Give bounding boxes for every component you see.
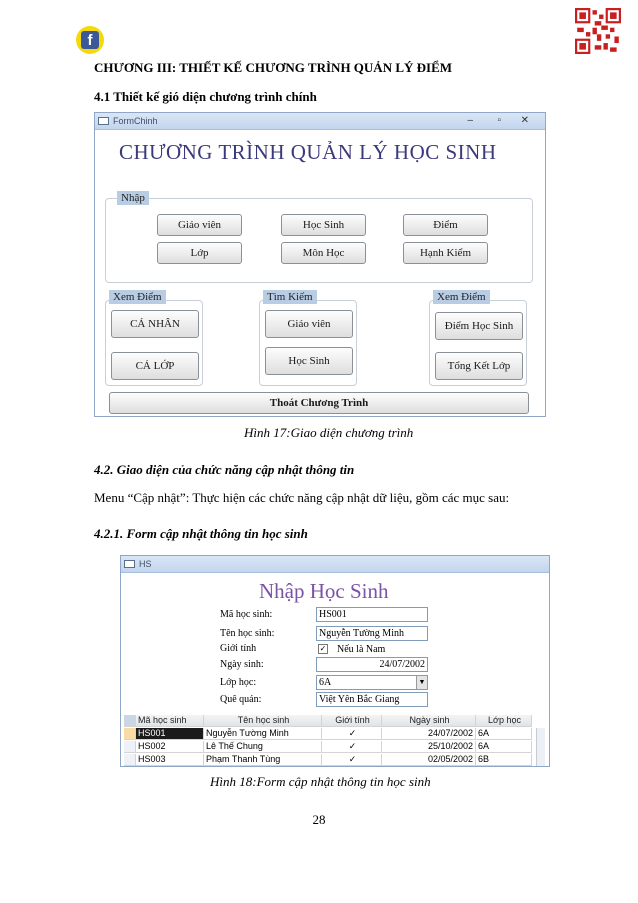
ten-hs-cell[interactable]: Lê Thế Chung [204,741,322,753]
gioi-tinh-label: Giới tính [220,643,257,654]
form-title: Nhập Học Sinh [259,579,389,603]
chapter-heading: CHƯƠNG III: THIẾT KẾ CHƯƠNG TRÌNH QUẢN LÝ ĐIỂM [94,60,453,75]
col-ngay-sinh[interactable]: Ngày sinh [382,715,476,727]
form-chinh-titlebar[interactable] [95,113,545,130]
menu-paragraph: Menu “Cập nhật”: Thực hiện các chức năng cập nhật dữ liệu, gồm các mục sau: [94,490,510,505]
form-icon [98,117,109,125]
section-4-2-heading: 4.2. Giao diện của chức năng cập nhật thông tin [94,462,355,477]
lop-hoc-cell[interactable]: 6B [476,754,532,766]
lop-button[interactable]: Lớp [157,242,242,264]
ten-hs-input[interactable]: Nguyễn Tường Minh [316,626,428,641]
facebook-icon[interactable]: f [76,26,104,54]
ca-lop-button[interactable]: CẢ LỚP [111,352,199,380]
mon-hoc-button[interactable]: Môn Học [281,242,366,264]
ngay-sinh-cell[interactable]: 24/07/2002 [382,728,476,740]
tim-hoc-sinh-button[interactable]: Học Sinh [265,347,353,375]
nhap-group [105,198,533,283]
chevron-down-icon[interactable]: ▼ [416,676,427,689]
gioi-tinh-cell[interactable]: ✓ [322,754,382,766]
hs-window-title: HS [139,559,152,569]
row-selector[interactable] [124,728,136,740]
que-quan-input[interactable]: Việt Yên Bắc Giang [316,692,428,707]
hs-form-body [121,573,549,766]
section-4-1-heading: 4.1 Thiết kế gió diện chương trình chính [94,89,317,104]
ma-hs-input[interactable]: HS001 [316,607,428,622]
tim-giao-vien-button[interactable]: Giáo viên [265,310,353,338]
ma-hs-cell[interactable]: HS002 [136,741,204,753]
hanh-kiem-button[interactable]: Hạnh Kiểm [403,242,488,264]
ten-hs-cell[interactable]: Phạm Thanh Tùng [204,754,322,766]
ma-hs-label: Mã học sinh: [220,609,273,620]
col-ma-hs[interactable]: Mã học sinh [136,715,204,727]
maximize-icon[interactable]: ▫ [497,115,501,126]
figure-18-caption: Hình 18:Form cập nhật thông tin học sinh [210,774,431,789]
xem-diem-label-1: Xem Điểm [109,290,166,304]
close-icon[interactable]: ✕ [520,115,529,126]
diem-button[interactable]: Điểm [403,214,488,236]
figure-17-caption: Hình 17:Giao diện chương trình [244,425,414,440]
ten-hs-cell[interactable]: Nguyễn Tường Minh [204,728,322,740]
form-icon [124,560,135,568]
gioi-tinh-cell[interactable]: ✓ [322,728,382,740]
ten-hs-label: Tên học sinh: [220,628,275,639]
table-row[interactable] [124,728,534,740]
minimize-icon[interactable]: – [467,115,473,126]
ngay-sinh-cell[interactable]: 02/05/2002 [382,754,476,766]
table-row[interactable] [124,741,534,753]
tim-kiem-label: Tìm Kiếm [263,290,317,304]
lop-hoc-select[interactable] [316,675,428,690]
ngay-sinh-cell[interactable]: 25/10/2002 [382,741,476,753]
select-all-cell[interactable] [124,715,136,727]
section-4-2-1-heading: 4.2.1. Form cập nhật thông tin học sinh [94,526,308,541]
row-selector[interactable] [124,754,136,766]
diem-hoc-sinh-button[interactable]: Điểm Học Sinh [435,312,523,340]
ma-hs-cell[interactable]: HS001 [136,728,204,740]
row-selector[interactable] [124,741,136,753]
lop-hoc-value: 6A [319,677,332,688]
gioi-tinh-cell[interactable]: ✓ [322,741,382,753]
form-chinh-window [94,112,546,417]
app-title: CHƯƠNG TRÌNH QUẢN LÝ HỌC SINH [119,140,497,164]
ma-hs-cell[interactable]: HS003 [136,754,204,766]
hoc-sinh-button[interactable]: Học Sinh [281,214,366,236]
ngay-sinh-label: Ngày sinh: [220,659,264,670]
table-row[interactable] [124,754,534,766]
col-lop-hoc[interactable]: Lớp học [476,715,532,727]
lop-hoc-cell[interactable]: 6A [476,728,532,740]
ngay-sinh-input[interactable]: 24/07/2002 [316,657,428,672]
lop-hoc-label: Lớp học: [220,677,257,688]
gioi-tinh-note: Nếu là Nam [337,644,386,655]
page-number: 28 [312,812,326,827]
ca-nhan-button[interactable]: CÁ NHÂN [111,310,199,338]
window-title: FormChinh [113,116,158,126]
grid-scrollbar[interactable] [536,728,545,766]
xem-diem-label-2: Xem Điểm [433,290,490,304]
col-ten-hs[interactable]: Tên học sinh [204,715,322,727]
form-chinh-body [95,130,545,416]
nhap-group-label: Nhập [117,191,149,205]
que-quan-label: Quê quán: [220,694,262,705]
tong-ket-lop-button[interactable]: Tổng Kết Lớp [435,352,523,380]
giao-vien-button[interactable]: Giáo viên [157,214,242,236]
qr-code [575,8,621,54]
lop-hoc-cell[interactable]: 6A [476,741,532,753]
hs-form-window [120,555,550,767]
hs-form-titlebar[interactable] [121,556,549,573]
gioi-tinh-checkbox[interactable]: ✓ [319,644,327,653]
col-gioi-tinh[interactable]: Giới tính [322,715,382,727]
grid-header-row [124,715,534,727]
exit-button[interactable]: Thoát Chương Trình [109,392,529,414]
